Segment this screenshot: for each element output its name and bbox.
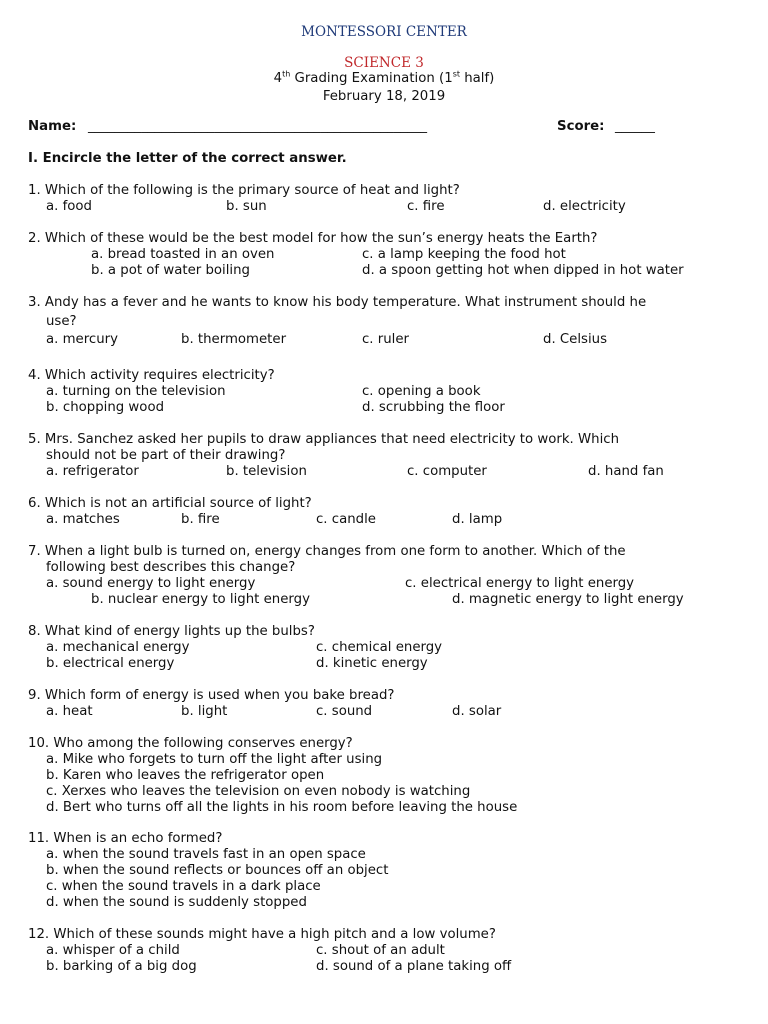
- q12-option-d[interactable]: d. sound of a plane taking off: [316, 959, 512, 974]
- q3-option-b[interactable]: b. thermometer: [181, 332, 287, 347]
- question-12: 12. Which of these sounds might have a high pitch and a low volume?: [28, 927, 496, 942]
- q5-option-a[interactable]: a. refrigerator: [46, 464, 139, 479]
- q3-option-a[interactable]: a. mercury: [46, 332, 118, 347]
- q10-option-b[interactable]: b. Karen who leaves the refrigerator open: [46, 768, 325, 783]
- question-5: 5. Mrs. Sanchez asked her pupils to draw appliances that need electricity to work. Which: [28, 432, 620, 447]
- q10-option-a[interactable]: a. Mike who forgets to turn off the light after using: [46, 752, 383, 767]
- q10-option-c[interactable]: c. Xerxes who leaves the television on even nobody is watching: [46, 784, 471, 799]
- q8-option-b[interactable]: b. electrical energy: [46, 656, 175, 671]
- q1-option-b[interactable]: b. sun: [226, 199, 267, 214]
- q11-option-d[interactable]: d. when the sound is suddenly stopped: [46, 895, 307, 910]
- question-5-cont: should not be part of their drawing?: [46, 448, 286, 463]
- q4-option-a[interactable]: a. turning on the television: [46, 384, 226, 399]
- instructions: I. Encircle the letter of the correct answer.: [28, 151, 347, 166]
- question-7: 7. When a light bulb is turned on, energy changes from one form to another. Which of the: [28, 544, 626, 559]
- q11-option-c[interactable]: c. when the sound travels in a dark place: [46, 879, 321, 894]
- school-name: MONTESSORI CENTER: [301, 24, 467, 40]
- q7-option-a[interactable]: a. sound energy to light energy: [46, 576, 256, 591]
- question-10: 10. Who among the following conserves energy?: [28, 736, 353, 751]
- question-8: 8. What kind of energy lights up the bulbs?: [28, 624, 315, 639]
- score-field[interactable]: ______: [615, 119, 655, 134]
- q8-option-d[interactable]: d. kinetic energy: [316, 656, 428, 671]
- question-3: 3. Andy has a fever and he wants to know his body temperature. What instrument should he: [28, 295, 647, 310]
- q1-option-c[interactable]: c. fire: [407, 199, 445, 214]
- question-7-cont: following best describes this change?: [46, 560, 296, 575]
- q7-option-c[interactable]: c. electrical energy to light energy: [405, 576, 635, 591]
- q9-option-d[interactable]: d. solar: [452, 704, 502, 719]
- question-4: 4. Which activity requires electricity?: [28, 368, 275, 383]
- q12-option-a[interactable]: a. whisper of a child: [46, 943, 180, 958]
- q1-option-d[interactable]: d. electricity: [543, 199, 626, 214]
- q6-option-a[interactable]: a. matches: [46, 512, 120, 527]
- question-2: 2. Which of these would be the best model for how the sun’s energy heats the Earth?: [28, 231, 598, 246]
- q6-option-b[interactable]: b. fire: [181, 512, 220, 527]
- q3-option-d[interactable]: d. Celsius: [543, 332, 608, 347]
- q5-option-b[interactable]: b. television: [226, 464, 307, 479]
- question-6: 6. Which is not an artificial source of light?: [28, 496, 312, 511]
- score-label: Score:: [557, 119, 605, 134]
- q9-option-c[interactable]: c. sound: [316, 704, 373, 719]
- q5-option-d[interactable]: d. hand fan: [588, 464, 664, 479]
- q5-option-c[interactable]: c. computer: [407, 464, 487, 479]
- question-9: 9. Which form of energy is used when you bake bread?: [28, 688, 395, 703]
- q8-option-a[interactable]: a. mechanical energy: [46, 640, 190, 655]
- q9-option-a[interactable]: a. heat: [46, 704, 93, 719]
- q3-option-c[interactable]: c. ruler: [362, 332, 410, 347]
- q10-option-d[interactable]: d. Bert who turns off all the lights in his room before leaving the house: [46, 800, 518, 815]
- q2-option-c[interactable]: c. a lamp keeping the food hot: [362, 247, 566, 262]
- q1-option-a[interactable]: a. food: [46, 199, 92, 214]
- q7-option-d[interactable]: d. magnetic energy to light energy: [452, 592, 684, 607]
- q4-option-c[interactable]: c. opening a book: [362, 384, 481, 399]
- q12-option-c[interactable]: c. shout of an adult: [316, 943, 445, 958]
- q11-option-a[interactable]: a. when the sound travels fast in an open space: [46, 847, 366, 862]
- q12-option-b[interactable]: b. barking of a big dog: [46, 959, 197, 974]
- name-label: Name:: [28, 119, 77, 134]
- question-11: 11. When is an echo formed?: [28, 831, 223, 846]
- q7-option-b[interactable]: b. nuclear energy to light energy: [91, 592, 310, 607]
- q9-option-b[interactable]: b. light: [181, 704, 228, 719]
- q2-option-b[interactable]: b. a pot of water boiling: [91, 263, 250, 278]
- q8-option-c[interactable]: c. chemical energy: [316, 640, 443, 655]
- q11-option-b[interactable]: b. when the sound reflects or bounces off an object: [46, 863, 389, 878]
- q6-option-d[interactable]: d. lamp: [452, 512, 503, 527]
- question-1: 1. Which of the following is the primary source of heat and light?: [28, 183, 460, 198]
- exam-title: 4th Grading Examination (1st half): [273, 69, 495, 86]
- q2-option-d[interactable]: d. a spoon getting hot when dipped in hot water: [362, 263, 684, 278]
- exam-date: February 18, 2019: [322, 89, 446, 104]
- question-3-cont: use?: [46, 314, 77, 329]
- subject-title: SCIENCE 3: [344, 55, 424, 71]
- q2-option-a[interactable]: a. bread toasted in an oven: [91, 247, 275, 262]
- q4-option-b[interactable]: b. chopping wood: [46, 400, 165, 415]
- q6-option-c[interactable]: c. candle: [316, 512, 376, 527]
- q4-option-d[interactable]: d. scrubbing the floor: [362, 400, 505, 415]
- name-field[interactable]: ___________________________________________________: [88, 119, 428, 134]
